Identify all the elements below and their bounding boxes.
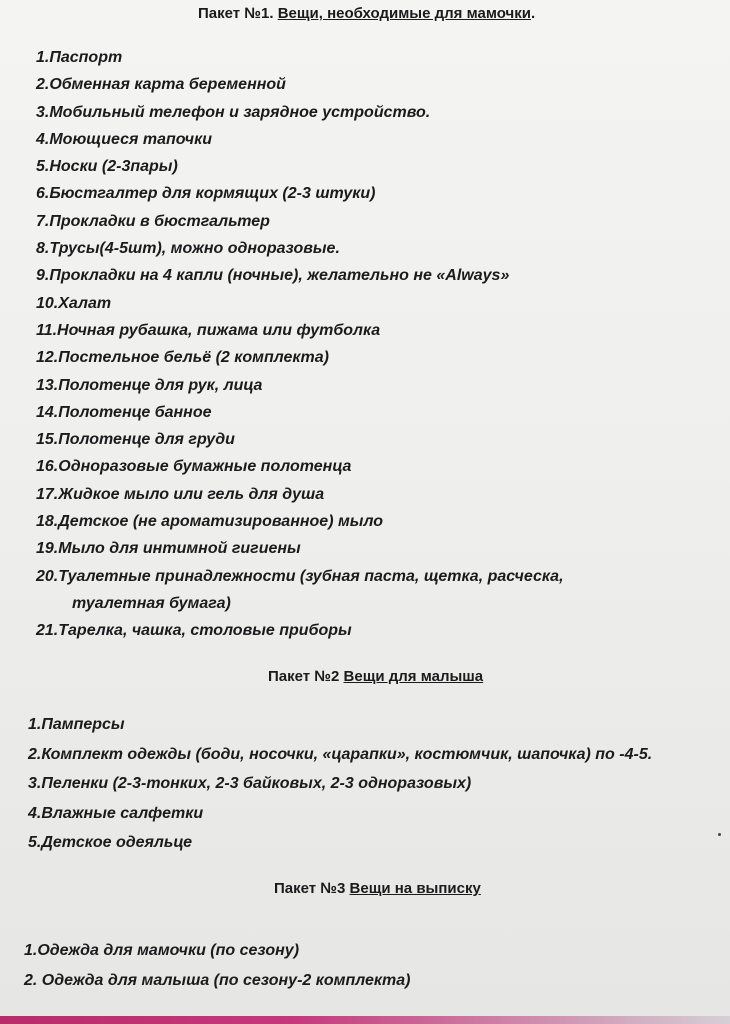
packet2-list	[28, 710, 652, 858]
list-item: 7.Прокладки в бюстгальтер	[36, 212, 270, 230]
packet1-heading	[198, 5, 535, 22]
list-item: 4.Моющиеся тапочки	[36, 130, 212, 148]
list-item: 6.Бюстгалтер для кормящих (2-3 штуки)	[36, 185, 376, 203]
list-item: 1.Паспорт	[36, 49, 123, 66]
packet2-heading-prefix: Пакет №2	[268, 668, 344, 685]
list-item: 10.Халат	[36, 294, 112, 312]
list-item: 2.Обменная карта беременной	[36, 76, 286, 94]
packet3-heading-title: Вещи на выписку	[349, 880, 481, 897]
list-item: 1.Памперсы	[28, 716, 125, 733]
list-item: 18.Детское (не ароматизированное) мыло	[36, 513, 383, 531]
list-item: 20.Туалетные принадлежности (зубная паста, щетка, расческа,	[36, 567, 564, 585]
packet2-heading-title: Вещи для малыша	[343, 668, 484, 685]
list-item: 9.Прокладки на 4 капли (ночные), желательно не «Always»	[36, 267, 510, 285]
list-item: 3.Пеленки (2-3-тонких, 2-3 байковых, 2-3 одноразовых)	[28, 775, 472, 792]
list-item: 2.Комплект одежды (боди, носочки, «царапки», костюмчик, шапочка) по -4-5.	[28, 745, 653, 763]
list-item: 2. Одежда для малыша (по сезону-2 комплекта)	[24, 972, 411, 989]
packet3-heading	[274, 880, 481, 897]
list-item: 11.Ночная рубашка, пижама или футболка	[36, 321, 381, 339]
packet2-heading	[268, 668, 483, 685]
packet1-heading-title: Вещи, необходимые для мамочки	[277, 5, 531, 22]
list-item: 12.Постельное бельё (2 комплекта)	[36, 349, 329, 367]
list-item-continuation: туалетная бумага)	[72, 594, 231, 612]
list-item: 3.Мобильный телефон и зарядное устройство.	[36, 103, 431, 121]
packet1-heading-prefix: Пакет №1.	[198, 5, 278, 22]
list-item: 5.Носки (2-3пары)	[36, 158, 178, 176]
packet1-heading-suffix: .	[530, 5, 536, 22]
list-item: 14.Полотенце банное	[36, 403, 212, 421]
list-item: 13.Полотенце для рук, лица	[36, 376, 263, 394]
list-item: 15.Полотенце для груди	[36, 431, 235, 449]
list-item: 1.Одежда для мамочки (по сезону)	[24, 942, 300, 959]
list-item: 21.Тарелка, чашка, столовые приборы	[36, 622, 352, 640]
packet3-list	[24, 936, 410, 996]
table-surface-edge	[0, 1016, 730, 1024]
paper-speck	[718, 833, 721, 836]
packet3-heading-prefix: Пакет №3	[274, 880, 350, 897]
list-item: 4.Влажные салфетки	[28, 804, 204, 822]
list-item: 19.Мыло для интимной гигиены	[36, 540, 301, 558]
packet1-list	[36, 44, 564, 645]
list-item: 16.Одноразовые бумажные полотенца	[36, 458, 352, 476]
list-item: 5.Детское одеяльце	[28, 834, 192, 851]
list-item: 8.Трусы(4-5шт), можно одноразовые.	[36, 240, 340, 258]
list-item: 17.Жидкое мыло или гель для душа	[36, 485, 325, 503]
